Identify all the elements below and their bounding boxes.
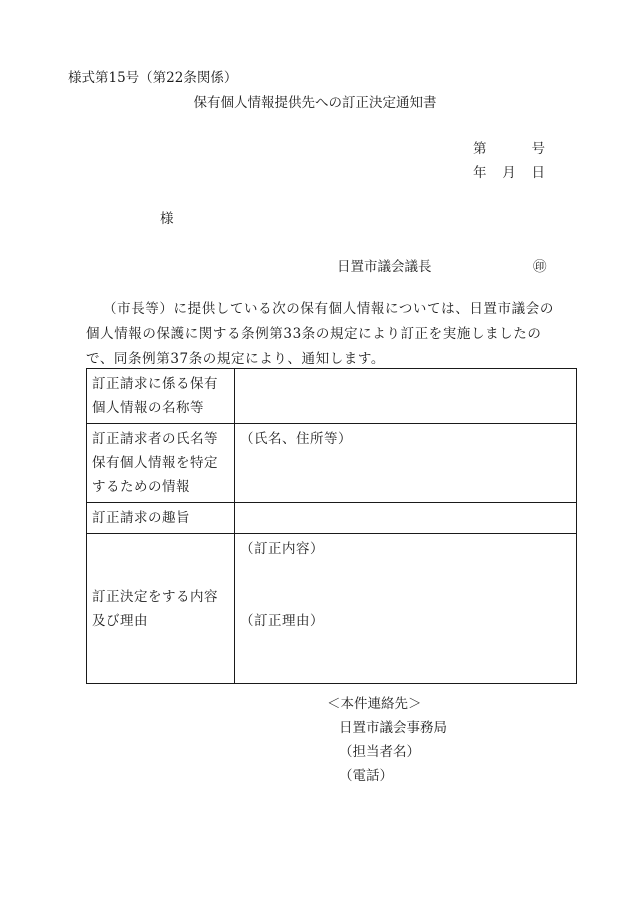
row-label: 訂正決定をする内容及び理由	[87, 534, 235, 684]
row-value	[235, 534, 577, 684]
document-title: 保有個人情報提供先への訂正決定通知書	[193, 95, 437, 111]
correction-reason: （訂正理由）	[240, 613, 324, 629]
row-value	[235, 369, 577, 424]
row-label: 訂正請求に係る保有個人情報の名称等	[87, 369, 235, 424]
row-label: 訂正請求の趣旨	[87, 503, 235, 534]
contact-office: 日置市議会事務局	[339, 720, 447, 736]
date-year: 年	[473, 165, 487, 181]
date-month: 月	[502, 165, 516, 181]
row-label: 訂正請求者の氏名等保有個人情報を特定するための情報	[87, 424, 235, 503]
contact-phone: （電話）	[339, 768, 393, 784]
date-day: 日	[531, 165, 545, 181]
row-value: （氏名、住所等）	[235, 424, 577, 503]
document-date	[473, 161, 545, 181]
form-number: 様式第15号（第22条関係）	[68, 70, 238, 86]
doc-number-suffix: 号	[531, 141, 545, 157]
table-row	[87, 369, 577, 424]
correction-content: （訂正内容）	[240, 541, 324, 557]
contact-person: （担当者名）	[339, 744, 420, 760]
notice-body: （市長等）に提供している次の保有個人情報については、日置市議会の個人情報の保護に関する条例第33条の規定により訂正を実施しましたので、同条例第37条の規定により、通知します。	[86, 301, 554, 367]
row-value	[235, 503, 577, 534]
notice-table	[86, 368, 577, 684]
contact-heading: ＜本件連絡先＞	[327, 696, 422, 712]
seal-mark: ㊞	[533, 259, 547, 275]
table-row	[87, 534, 577, 684]
sender-name: 日置市議会議長	[337, 259, 432, 275]
addressee-honorific: 様	[160, 211, 174, 227]
document-number	[473, 137, 545, 157]
doc-number-prefix: 第	[473, 141, 487, 157]
contact-block	[327, 692, 447, 788]
table-row	[87, 503, 577, 534]
table-row	[87, 424, 577, 503]
